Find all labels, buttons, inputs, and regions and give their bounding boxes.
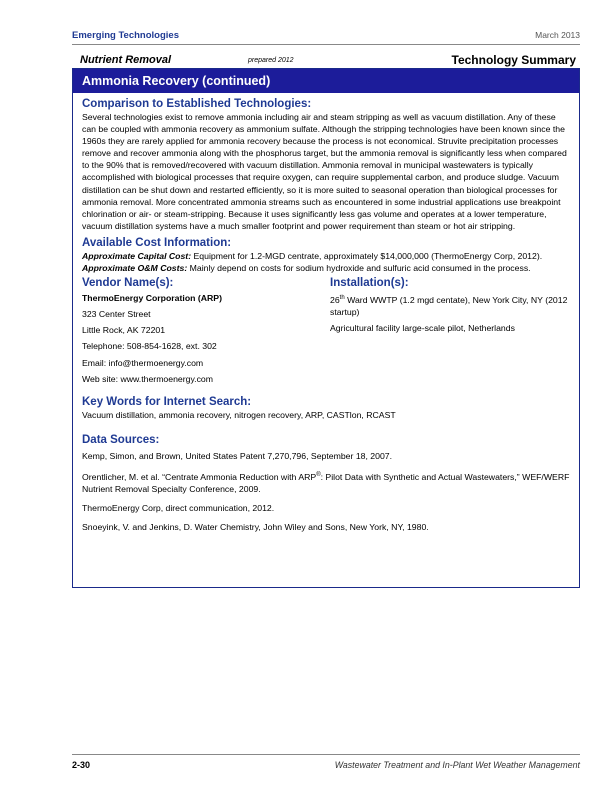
installation-ordinal: th <box>339 295 345 302</box>
summary-box <box>72 68 580 588</box>
installation-ward-number: 26 <box>330 295 340 306</box>
sources-list <box>82 450 571 533</box>
vendor-installation-columns <box>82 276 571 389</box>
title-row <box>72 53 580 69</box>
header-rule <box>72 44 580 45</box>
vendor-column <box>82 276 330 389</box>
om-cost <box>82 262 571 274</box>
section-name: Emerging Technologies <box>72 30 179 41</box>
keywords-text: Vacuum distillation, ammonia recovery, nitrogen recovery, ARP, CASTlon, RCAST <box>82 409 396 420</box>
source-item: ThermoEnergy Corp, direct communication, 2012. <box>82 502 275 513</box>
header-date: March 2013 <box>535 30 580 40</box>
capital-cost-text: Equipment for 1.2-MGD centrate, approximately $14,000,000 (ThermoEnergy Corp, 2012). <box>191 250 543 261</box>
vendor-website: Web site: www.thermoenergy.com <box>82 373 214 384</box>
page-footer <box>72 760 580 774</box>
installation-column <box>330 276 570 389</box>
vendor-email: Email: info@thermoenergy.com <box>82 357 204 368</box>
prepared-label: prepared 2012 <box>248 57 294 64</box>
vendor-phone: Telephone: 508-854-1628, ext. 302 <box>82 341 217 352</box>
cost-heading: Available Cost Information: <box>82 236 232 249</box>
footer-title: Wastewater Treatment and In-Plant Wet Weather Management <box>334 760 580 770</box>
vendor-heading: Vendor Name(s): <box>82 277 174 290</box>
capital-cost-label: Approximate Capital Cost: <box>82 250 192 261</box>
source-text: Orentlicher, M. et al. “Centrate Ammonia Reduction with ARP <box>82 471 317 482</box>
category-label: Nutrient Removal <box>80 54 172 66</box>
box-title: Ammonia Recovery (continued) <box>73 69 579 93</box>
vendor-city: Little Rock, AK 72201 <box>82 325 166 336</box>
running-header <box>72 28 580 44</box>
registered-mark: ® <box>316 471 321 478</box>
vendor-street: 323 Center Street <box>82 309 151 320</box>
source-item: Snoeyink, V. and Jenkins, D. Water Chemistry, John Wiley and Sons, New York, NY, 1980. <box>82 522 429 533</box>
om-cost-text: Mainly depend on costs for sodium hydroxide and sulfuric acid consumed in the process. <box>187 263 531 274</box>
installation-item <box>330 292 570 318</box>
box-content <box>73 93 579 533</box>
installation-ward-text: Ward WWTP (1.2 mgd centate), New York City, NY (2012 startup) <box>330 295 568 318</box>
summary-label: Technology Summary <box>451 53 576 67</box>
footer-rule <box>72 754 580 755</box>
installation-item: Agricultural facility large-scale pilot, Netherlands <box>330 323 515 334</box>
om-cost-label: Approximate O&M Costs: <box>82 263 188 274</box>
installation-heading: Installation(s): <box>330 277 409 290</box>
page-number: 2-30 <box>72 760 91 770</box>
keywords-heading: Key Words for Internet Search: <box>82 395 252 408</box>
comparison-heading: Comparison to Established Technologies: <box>82 98 312 110</box>
sources-heading: Data Sources: <box>82 433 160 446</box>
source-item: Kemp, Simon, and Brown, United States Patent 7,270,796, September 18, 2007. <box>82 450 393 461</box>
source-item <box>82 469 571 495</box>
source-text: : Pilot Data with Synthetic and Actual Wastewaters,” WEF/WERF Nutrient Removal Specialty Conference, 2009. <box>82 471 570 494</box>
vendor-name: ThermoEnergy Corporation (ARP) <box>82 293 222 304</box>
comparison-text: Several technologies exist to remove ammonia including air and steam stripping as well as vacuum distillation. Any of these can be coupled with ammonia recovery as ammonium sulfate. Although the stripping technologies have been known since the 1960s they are rarely applied for ammonia recovery because the process is not economical. Struvite precipitation processes remove and recover ammonia along with the phosphorus target, but the ammonia removal is significantly less when compared to the 90% that is removed/recovered with vacuum distillation. Ammonia removal in municipal wastewaters is typically accomplished with biological processes that require oxygen, can require supplemental carbon, and produce sludge. Vacuum distillation can be shut down and restarted efficiently, so it is more suited to seasonal operation than biological processes for ammonia removal. More concentrated ammonia streams such as encountered in some industrial applications use breakpoint chlorination or air- or steam-stripping. Because it uses significantly less gas volume and operates at a lower temperature, vacuum distillation systems have a much smaller footprint and power requirement than steam or hot air stripping. <box>82 112 567 231</box>
capital-cost <box>82 250 571 262</box>
